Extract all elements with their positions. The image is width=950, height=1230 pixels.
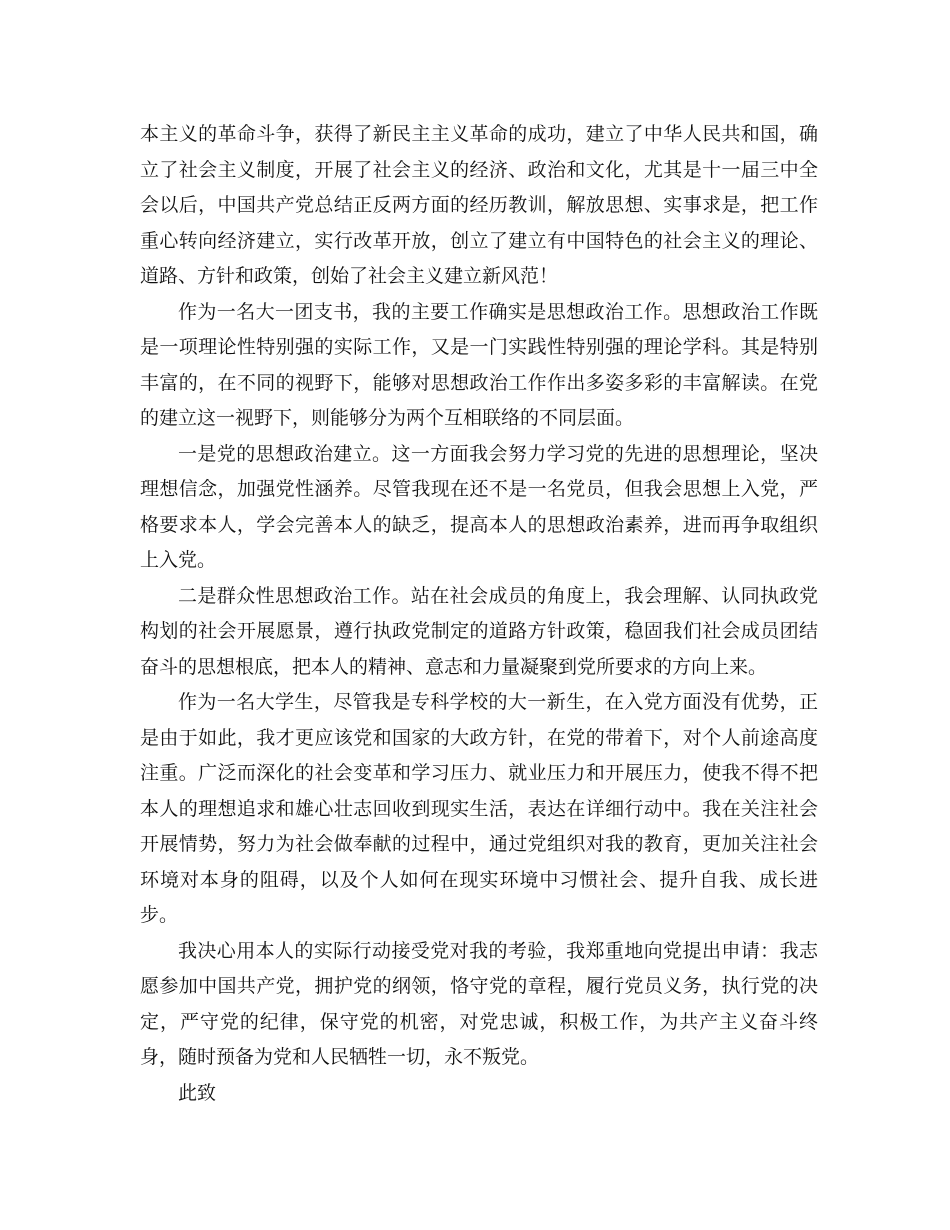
paragraph-student-perspective: 作为一名大学生，尽管我是专科学校的大一新生，在入党方面没有优势，正是由于如此，我才更应该党和国家的大政方针，在党的带着下，对个人前途高度注重。广泛而深化的社会变革和学习压力、就业压力和开展压力，使我不得不把本人的理想追求和雄心壮志回收到现实生活，表达在详细行动中。我在关注社会开展情势，努力为社会做奉献的过程中，通过党组织对我的教育，更加关注社会环境对本身的阻碍，以及个人如何在现实环境中习惯社会、提升自我、成长进步。 — [140, 691, 818, 926]
paragraph-league-secretary-work: 作为一名大一团支书，我的主要工作确实是思想政治工作。思想政治工作既是一项理论性特别强的实际工作，又是一门实践性特别强的理论学科。其是特别丰富的，在不同的视野下，能够对思想政治工作作出多姿多彩的丰富解读。在党的建立这一视野下，则能够分为两个互相联络的不同层面。 — [140, 300, 818, 429]
paragraph-party-ideology-building: 一是党的思想政治建立。这一方面我会努力学习党的先进的思想理论，坚决理想信念，加强党性涵养。尽管我现在还不是一名党员，但我会思想上入党，严格要求本人，学会完善本人的缺乏，提高本人的思想政治素养，进而再争取组织上入党。 — [140, 442, 818, 571]
paragraph-application-pledge: 我决心用本人的实际行动接受党对我的考验，我郑重地向党提出申请：我志愿参加中国共产党，拥护党的纲领，恪守党的章程，履行党员义务，执行党的决定，严守党的纪律，保守党的机密，对党忠诚，积极工作，为共产主义奋斗终身，随时预备为党和人民牺牲一切，永不叛党。 — [140, 939, 818, 1068]
paragraph-mass-political-work: 二是群众性思想政治工作。站在社会成员的角度上，我会理解、认同执政党构划的社会开展愿景，遵行执政党制定的道路方针政策，稳固我们社会成员团结奋斗的思想根底，把本人的精神、意志和力量凝聚到党所要求的方向上来。 — [140, 584, 818, 678]
paragraph-continuation: 本主义的革命斗争，获得了新民主主义革命的成功，建立了中华人民共和国，确立了社会主义制度，开展了社会主义的经济、政治和文化，尤其是十一届三中全会以后，中国共产党总结正反两方面的经历教训，解放思想、实事求是，把工作重心转向经济建立，实行改革开放，创立了建立有中国特色的社会主义的理论、道路、方针和政策，创始了社会主义建立新风范！ — [140, 123, 818, 287]
paragraph-closing-salutation: 此致 — [178, 1081, 217, 1104]
